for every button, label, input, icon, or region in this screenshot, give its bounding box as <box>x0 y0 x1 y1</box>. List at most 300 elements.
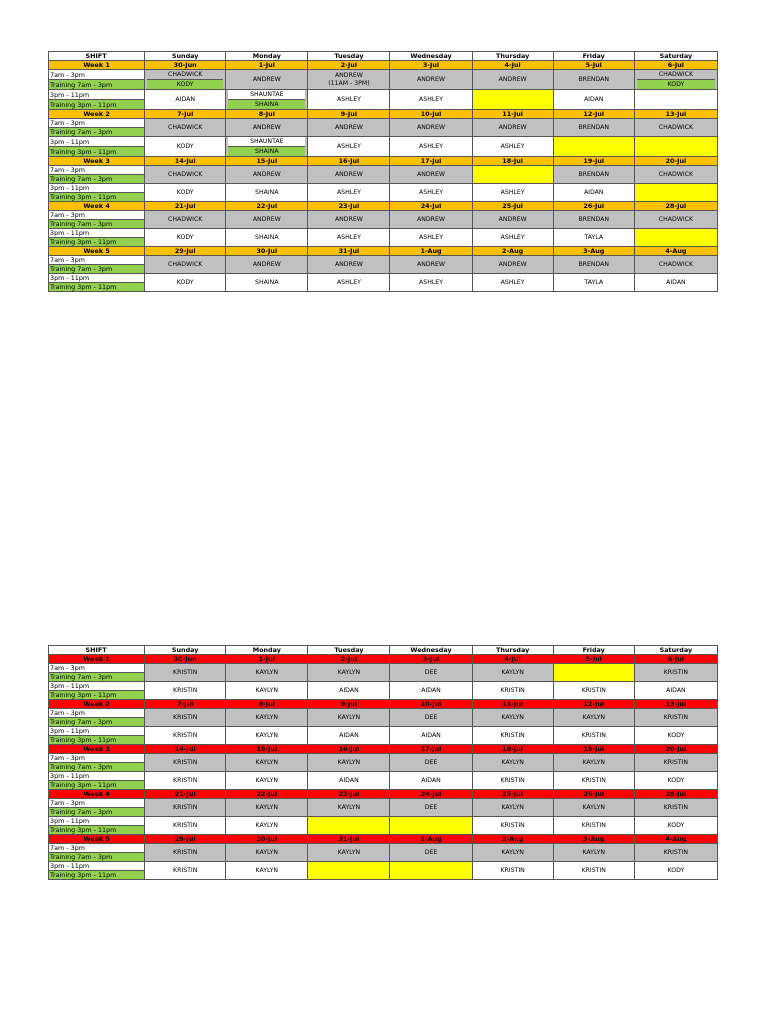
shift-label: 7am - 3pm <box>49 166 145 175</box>
assignment-cell[interactable]: KRISTIN <box>145 709 226 727</box>
assignment-cell[interactable]: CHADWICK <box>634 166 717 184</box>
assignment-cell[interactable]: CHADWICK <box>145 166 226 184</box>
week-date: 8-Jul <box>226 700 308 709</box>
assignment-cell[interactable]: KAYLYN <box>226 862 308 880</box>
assignment-cell[interactable]: KAYLYN <box>472 844 553 862</box>
open-shift-cell[interactable] <box>634 229 717 247</box>
assignment-cell[interactable]: CHADWICK <box>145 119 226 137</box>
assignment-cell[interactable]: ANDREW <box>472 211 553 229</box>
week-date: 10-Jul <box>390 110 472 119</box>
training-label: Training 3pm - 11pm <box>49 193 145 202</box>
training-label: Training 3pm - 11pm <box>49 238 145 247</box>
assignment-cell[interactable]: KRISTIN <box>145 772 226 790</box>
assignment-cell[interactable]: AIDAN <box>390 682 472 700</box>
assignment-cell[interactable]: KODY <box>145 137 226 157</box>
training-label: Training 7am - 3pm <box>49 265 145 274</box>
open-shift-cell[interactable] <box>553 137 634 157</box>
assignment-cell[interactable]: ANDREW <box>472 119 553 137</box>
week-label: Week 4 <box>49 202 145 211</box>
week-date: 8-Jul <box>226 110 308 119</box>
assignment-cell[interactable] <box>226 137 308 157</box>
week-date: 3-Jul <box>390 61 472 70</box>
shift-row-day <box>49 211 718 220</box>
week-date: 20-Jul <box>634 157 717 166</box>
week-date: 28-Jul <box>634 790 717 799</box>
training-label: Training 3pm - 11pm <box>49 147 145 157</box>
week-date: 11-Jul <box>472 700 553 709</box>
assignment-cell[interactable]: AIDAN <box>634 274 717 292</box>
shift-row-day <box>49 799 718 808</box>
assignment-cell[interactable]: AIDAN <box>553 90 634 110</box>
assignment-cell[interactable]: ANDREW <box>390 166 472 184</box>
assignment-cell[interactable]: ANDREW <box>226 256 308 274</box>
assignment-cell[interactable]: KAYLYN <box>226 799 308 817</box>
shift-label: 3pm - 11pm <box>49 229 145 238</box>
assignment-cell[interactable]: ASHLEY <box>390 229 472 247</box>
week-date: 30-Jun <box>145 655 226 664</box>
assignment-cell[interactable]: KODY <box>145 229 226 247</box>
assignment-cell[interactable]: BRENDAN <box>553 70 634 90</box>
training-label: Training 3pm - 11pm <box>49 691 145 700</box>
header-row <box>49 52 718 61</box>
shift-label: 3pm - 11pm <box>49 90 145 100</box>
shift-label: 3pm - 11pm <box>49 274 145 283</box>
shift-label: 3pm - 11pm <box>49 727 145 736</box>
header-day: Monday <box>226 52 308 61</box>
header-day: Saturday <box>634 646 717 655</box>
assignment-cell[interactable]: TAYLA <box>553 274 634 292</box>
header-day: Tuesday <box>308 646 390 655</box>
assignment-cell[interactable]: KRISTIN <box>634 709 717 727</box>
week-date: 30-Jun <box>145 61 226 70</box>
assignment-cell[interactable]: AIDAN <box>145 90 226 110</box>
week-row <box>49 835 718 844</box>
assignment-cell[interactable]: KAYLYN <box>553 754 634 772</box>
week-date: 3-Aug <box>553 835 634 844</box>
assignment-cell[interactable]: AIDAN <box>308 772 390 790</box>
assignment-cell[interactable]: ASHLEY <box>390 137 472 157</box>
trainee-staff: KODY <box>637 79 715 89</box>
training-label: Training 7am - 3pm <box>49 853 145 862</box>
shift-label: 7am - 3pm <box>49 799 145 808</box>
assignment-cell[interactable]: KAYLYN <box>226 772 308 790</box>
assignment-cell[interactable]: KAYLYN <box>308 664 390 682</box>
open-shift-cell[interactable] <box>553 664 634 682</box>
shift-row-night <box>49 184 718 193</box>
week-date: 5-Jul <box>553 61 634 70</box>
assignment-cell[interactable]: KRISTIN <box>145 754 226 772</box>
assignment-cell[interactable]: BRENDAN <box>553 119 634 137</box>
shift-row-night <box>49 817 718 826</box>
open-shift-cell[interactable] <box>308 817 390 835</box>
assignment-cell[interactable]: KODY <box>634 862 717 880</box>
week-date: 29-Jul <box>145 247 226 256</box>
assignment-cell[interactable]: KRISTIN <box>472 817 553 835</box>
week-date: 11-Jul <box>472 110 553 119</box>
shift-row-day <box>49 70 718 80</box>
shift-label: 7am - 3pm <box>49 70 145 80</box>
week-row <box>49 61 718 70</box>
assignment-cell[interactable]: BRENDAN <box>553 166 634 184</box>
assignment-cell[interactable]: KRISTIN <box>145 799 226 817</box>
assignment-cell[interactable]: KAYLYN <box>553 709 634 727</box>
open-shift-cell[interactable] <box>472 90 553 110</box>
training-label: Training 7am - 3pm <box>49 128 145 137</box>
header-day: Wednesday <box>390 646 472 655</box>
header-day: Thursday <box>472 646 553 655</box>
assignment-cell[interactable]: TAYLA <box>553 229 634 247</box>
open-shift-cell[interactable] <box>634 184 717 202</box>
assignment-cell[interactable]: KAYLYN <box>308 799 390 817</box>
assignment-cell[interactable]: KRISTIN <box>145 862 226 880</box>
assignment-cell[interactable]: ASHLEY <box>472 229 553 247</box>
assignment-cell[interactable]: ANDREW <box>308 256 390 274</box>
assignment-cell[interactable]: KODY <box>634 772 717 790</box>
week-date: 21-Jul <box>145 790 226 799</box>
assignment-cell[interactable]: KRISTIN <box>145 727 226 745</box>
assignment-cell[interactable]: KODY <box>145 274 226 292</box>
week-date: 4-Jul <box>472 61 553 70</box>
shift-label: 7am - 3pm <box>49 119 145 128</box>
week-date: 16-Jul <box>308 745 390 754</box>
shift-label: 7am - 3pm <box>49 754 145 763</box>
header-day: Friday <box>553 52 634 61</box>
trainee-staff: KODY <box>147 79 223 89</box>
week-date: 5-Jul <box>553 655 634 664</box>
assignment-cell[interactable]: SHAINA <box>226 274 308 292</box>
week-date: 23-Jul <box>308 202 390 211</box>
shift-label: 3pm - 11pm <box>49 682 145 691</box>
assignment-cell[interactable]: KODY <box>634 817 717 835</box>
assignment-cell[interactable]: ANDREW <box>472 70 553 90</box>
assignment-cell[interactable]: KRISTIN <box>634 754 717 772</box>
assignment-cell[interactable]: KRISTIN <box>634 664 717 682</box>
week-date: 29-Jul <box>145 835 226 844</box>
assignment-cell[interactable]: AIDAN <box>553 184 634 202</box>
open-shift-cell[interactable] <box>390 862 472 880</box>
assignment-cell[interactable]: ANDREW <box>226 211 308 229</box>
assignment-cell[interactable]: DEE <box>390 799 472 817</box>
assignment-cell[interactable]: KRISTIN <box>553 817 634 835</box>
assignment-cell[interactable]: KRISTIN <box>553 772 634 790</box>
assignment-cell[interactable]: CHADWICK <box>145 211 226 229</box>
week-date: 3-Jul <box>390 655 472 664</box>
assignment-cell[interactable]: KAYLYN <box>226 709 308 727</box>
week-date: 23-Jul <box>308 790 390 799</box>
assignment-cell[interactable]: ASHLEY <box>472 137 553 157</box>
week-date: 7-Jul <box>145 700 226 709</box>
assignment-cell[interactable]: ANDREW <box>390 70 472 90</box>
training-label: Training 3pm - 11pm <box>49 871 145 880</box>
week-date: 19-Jul <box>553 745 634 754</box>
week-date: 24-Jul <box>390 790 472 799</box>
header-day: Wednesday <box>390 52 472 61</box>
header-day: Tuesday <box>308 52 390 61</box>
week-date: 31-Jul <box>308 247 390 256</box>
week-date: 12-Jul <box>553 110 634 119</box>
shift-label: 7am - 3pm <box>49 709 145 718</box>
week-date: 1-Jul <box>226 61 308 70</box>
assignment-cell[interactable]: AIDAN <box>390 727 472 745</box>
week-date: 9-Jul <box>308 110 390 119</box>
week-row <box>49 110 718 119</box>
assignment-cell[interactable]: DEE <box>390 844 472 862</box>
week-date: 4-Aug <box>634 835 717 844</box>
assignment-cell[interactable]: ANDREW <box>226 166 308 184</box>
week-label: Week 2 <box>49 110 145 119</box>
week-label: Week 3 <box>49 745 145 754</box>
assignment-cell[interactable]: CHADWICK <box>634 211 717 229</box>
assignment-cell[interactable]: KAYLYN <box>226 664 308 682</box>
shift-label: 3pm - 11pm <box>49 862 145 871</box>
assigned-staff: ANDREW <box>334 71 363 79</box>
training-label: Training 3pm - 11pm <box>49 826 145 835</box>
week-date: 19-Jul <box>553 157 634 166</box>
shift-row-night <box>49 229 718 238</box>
assignment-cell[interactable]: SHAINA <box>226 229 308 247</box>
assignment-cell[interactable]: DEE <box>390 709 472 727</box>
week-date: 2-Aug <box>472 247 553 256</box>
header-day: Sunday <box>145 52 226 61</box>
week-label: Week 4 <box>49 790 145 799</box>
shift-label: 7am - 3pm <box>49 664 145 673</box>
shift-label: 7am - 3pm <box>49 211 145 220</box>
training-label: Training 7am - 3pm <box>49 80 145 90</box>
assignment-cell[interactable]: KAYLYN <box>308 709 390 727</box>
week-row <box>49 247 718 256</box>
assignment-cell[interactable]: DEE <box>390 754 472 772</box>
week-date: 31-Jul <box>308 835 390 844</box>
assignment-cell[interactable] <box>226 90 308 110</box>
assignment-cell[interactable]: KRISTIN <box>145 664 226 682</box>
trainee-staff: SHAINA <box>228 146 305 156</box>
assignment-cell[interactable]: ASHLEY <box>308 184 390 202</box>
training-label: Training 7am - 3pm <box>49 175 145 184</box>
week-date: 25-Jul <box>472 202 553 211</box>
assignment-cell[interactable]: AIDAN <box>390 772 472 790</box>
open-shift-cell[interactable] <box>634 137 717 157</box>
assignment-cell[interactable]: SHAINA <box>226 184 308 202</box>
training-label: Training 3pm - 11pm <box>49 781 145 790</box>
assigned-staff: SHAUNTAE <box>228 137 305 146</box>
assignment-cell[interactable]: KAYLYN <box>472 709 553 727</box>
shift-row-night <box>49 137 718 147</box>
assignment-cell[interactable]: ANDREW <box>226 70 308 90</box>
assignment-cell[interactable]: ANDREW <box>308 166 390 184</box>
assignment-cell[interactable]: ANDREW <box>390 119 472 137</box>
assignment-cell[interactable]: CHADWICK <box>145 256 226 274</box>
assignment-cell[interactable]: KAYLYN <box>226 817 308 835</box>
week-date: 15-Jul <box>226 157 308 166</box>
assignment-cell[interactable]: AIDAN <box>308 727 390 745</box>
week-date: 12-Jul <box>553 700 634 709</box>
assignment-cell[interactable]: AIDAN <box>634 682 717 700</box>
week-row <box>49 745 718 754</box>
week-date: 13-Jul <box>634 700 717 709</box>
assignment-cell[interactable]: KAYLYN <box>553 799 634 817</box>
assignment-cell[interactable]: ASHLEY <box>472 184 553 202</box>
assignment-cell[interactable]: BRENDAN <box>553 256 634 274</box>
week-date: 4-Aug <box>634 247 717 256</box>
assignment-cell[interactable]: KRISTIN <box>472 682 553 700</box>
header-day: Thursday <box>472 52 553 61</box>
shift-row-day <box>49 754 718 763</box>
training-label: Training 3pm - 11pm <box>49 100 145 110</box>
assignment-cell[interactable]: AIDAN <box>308 682 390 700</box>
assignment-cell[interactable]: ANDREW <box>390 256 472 274</box>
training-label: Training 3pm - 11pm <box>49 736 145 745</box>
week-date: 1-Aug <box>390 247 472 256</box>
assigned-staff: SHAUNTAE <box>228 90 305 99</box>
open-shift-cell[interactable] <box>390 817 472 835</box>
training-label: Training 7am - 3pm <box>49 718 145 727</box>
week-date: 26-Jul <box>553 790 634 799</box>
header-day: Sunday <box>145 646 226 655</box>
week-date: 7-Jul <box>145 110 226 119</box>
training-label: Training 3pm - 11pm <box>49 283 145 292</box>
assignment-cell[interactable]: KAYLYN <box>472 664 553 682</box>
week-row <box>49 655 718 664</box>
week-date: 1-Jul <box>226 655 308 664</box>
header-day: Monday <box>226 646 308 655</box>
week-label: Week 5 <box>49 835 145 844</box>
assignment-cell[interactable] <box>634 90 717 110</box>
training-label: Training 7am - 3pm <box>49 673 145 682</box>
assignment-cell[interactable]: DEE <box>390 664 472 682</box>
assigned-staff: CHADWICK <box>147 70 223 79</box>
header-day: Saturday <box>634 52 717 61</box>
assignment-cell[interactable]: KRISTIN <box>145 682 226 700</box>
week-row <box>49 700 718 709</box>
assignment-cell[interactable]: ASHLEY <box>308 229 390 247</box>
shift-label: 7am - 3pm <box>49 844 145 853</box>
week-date: 17-Jul <box>390 157 472 166</box>
assignment-cell[interactable]: KAYLYN <box>308 844 390 862</box>
assignment-cell[interactable]: KAYLYN <box>226 727 308 745</box>
week-date: 6-Jul <box>634 655 717 664</box>
assignment-cell[interactable]: KAYLYN <box>226 682 308 700</box>
assignment-cell[interactable]: KAYLYN <box>472 799 553 817</box>
shift-row-day <box>49 166 718 175</box>
assignment-cell[interactable]: CHADWICK <box>634 256 717 274</box>
assignment-cell[interactable]: KODY <box>145 184 226 202</box>
shift-row-night <box>49 772 718 781</box>
week-date: 4-Jul <box>472 655 553 664</box>
week-row <box>49 202 718 211</box>
shift-label: 3pm - 11pm <box>49 772 145 781</box>
header-shift: SHIFT <box>49 52 145 61</box>
header-day: Friday <box>553 646 634 655</box>
assignment-cell[interactable]: ANDREW <box>390 211 472 229</box>
week-label: Week 3 <box>49 157 145 166</box>
assignment-cell[interactable]: ANDREW <box>472 256 553 274</box>
training-label: Training 7am - 3pm <box>49 763 145 772</box>
week-date: 1-Aug <box>390 835 472 844</box>
shift-row-day <box>49 844 718 853</box>
assignment-cell[interactable]: KAYLYN <box>472 754 553 772</box>
assignment-cell[interactable] <box>145 70 226 90</box>
assignment-cell[interactable]: KODY <box>634 727 717 745</box>
assignment-cell[interactable]: ASHLEY <box>390 274 472 292</box>
open-shift-cell[interactable] <box>308 862 390 880</box>
assignment-cell[interactable] <box>634 70 717 90</box>
week-date: 18-Jul <box>472 745 553 754</box>
assignment-cell[interactable]: ANDREW <box>226 119 308 137</box>
week-date: 6-Jul <box>634 61 717 70</box>
assignment-cell[interactable]: ASHLEY <box>390 90 472 110</box>
assignment-cell[interactable]: ANDREW <box>308 119 390 137</box>
assignment-cell[interactable]: KRISTIN <box>472 727 553 745</box>
assignment-cell[interactable]: CHADWICK <box>634 119 717 137</box>
assignment-cell[interactable]: BRENDAN <box>553 211 634 229</box>
week-row <box>49 157 718 166</box>
assignment-cell[interactable]: KRISTIN <box>634 799 717 817</box>
assignment-cell[interactable]: KRISTIN <box>145 817 226 835</box>
week-date: 10-Jul <box>390 700 472 709</box>
shift-row-night <box>49 682 718 691</box>
assignment-cell[interactable]: KAYLYN <box>226 844 308 862</box>
shift-label: 3pm - 11pm <box>49 137 145 147</box>
assignment-cell[interactable] <box>308 70 390 90</box>
shift-row-day <box>49 664 718 673</box>
week-date: 17-Jul <box>390 745 472 754</box>
week-date: 21-Jul <box>145 202 226 211</box>
assignment-cell[interactable]: ANDREW <box>308 211 390 229</box>
open-shift-cell[interactable] <box>472 166 553 184</box>
shift-row-night <box>49 90 718 100</box>
shift-row-day <box>49 256 718 265</box>
assignment-cell[interactable]: KRISTIN <box>553 682 634 700</box>
assignment-cell[interactable]: ASHLEY <box>308 274 390 292</box>
assignment-cell[interactable]: KRISTIN <box>472 862 553 880</box>
assignment-cell[interactable]: KRISTIN <box>553 727 634 745</box>
week-label: Week 2 <box>49 700 145 709</box>
week-date: 2-Aug <box>472 835 553 844</box>
week-row <box>49 790 718 799</box>
assignment-cell[interactable]: ASHLEY <box>308 90 390 110</box>
training-label: Training 7am - 3pm <box>49 808 145 817</box>
assignment-cell[interactable]: KAYLYN <box>308 754 390 772</box>
week-label: Week 1 <box>49 61 145 70</box>
week-label: Week 1 <box>49 655 145 664</box>
assignment-cell[interactable]: ASHLEY <box>472 274 553 292</box>
assignment-cell[interactable]: ASHLEY <box>308 137 390 157</box>
assignment-cell[interactable]: ASHLEY <box>390 184 472 202</box>
week-date: 22-Jul <box>226 790 308 799</box>
week-date: 3-Aug <box>553 247 634 256</box>
assignment-cell[interactable]: KAYLYN <box>553 844 634 862</box>
shift-row-night <box>49 727 718 736</box>
week-date: 16-Jul <box>308 157 390 166</box>
assignment-cell[interactable]: KRISTIN <box>472 772 553 790</box>
week-date: 30-Jul <box>226 835 308 844</box>
shift-row-night <box>49 862 718 871</box>
week-date: 20-Jul <box>634 745 717 754</box>
shift-label: 3pm - 11pm <box>49 184 145 193</box>
schedule-table-bottom <box>48 645 718 880</box>
week-date: 14-Jul <box>145 157 226 166</box>
assignment-cell[interactable]: KRISTIN <box>553 862 634 880</box>
assignment-cell[interactable]: KRISTIN <box>145 844 226 862</box>
shift-row-night <box>49 274 718 283</box>
assignment-cell[interactable]: KRISTIN <box>634 844 717 862</box>
week-date: 26-Jul <box>553 202 634 211</box>
assignment-cell[interactable]: KAYLYN <box>226 754 308 772</box>
shift-row-day <box>49 709 718 718</box>
shift-note: (11AM - 3PM) <box>328 79 370 87</box>
week-label: Week 5 <box>49 247 145 256</box>
week-date: 30-Jul <box>226 247 308 256</box>
